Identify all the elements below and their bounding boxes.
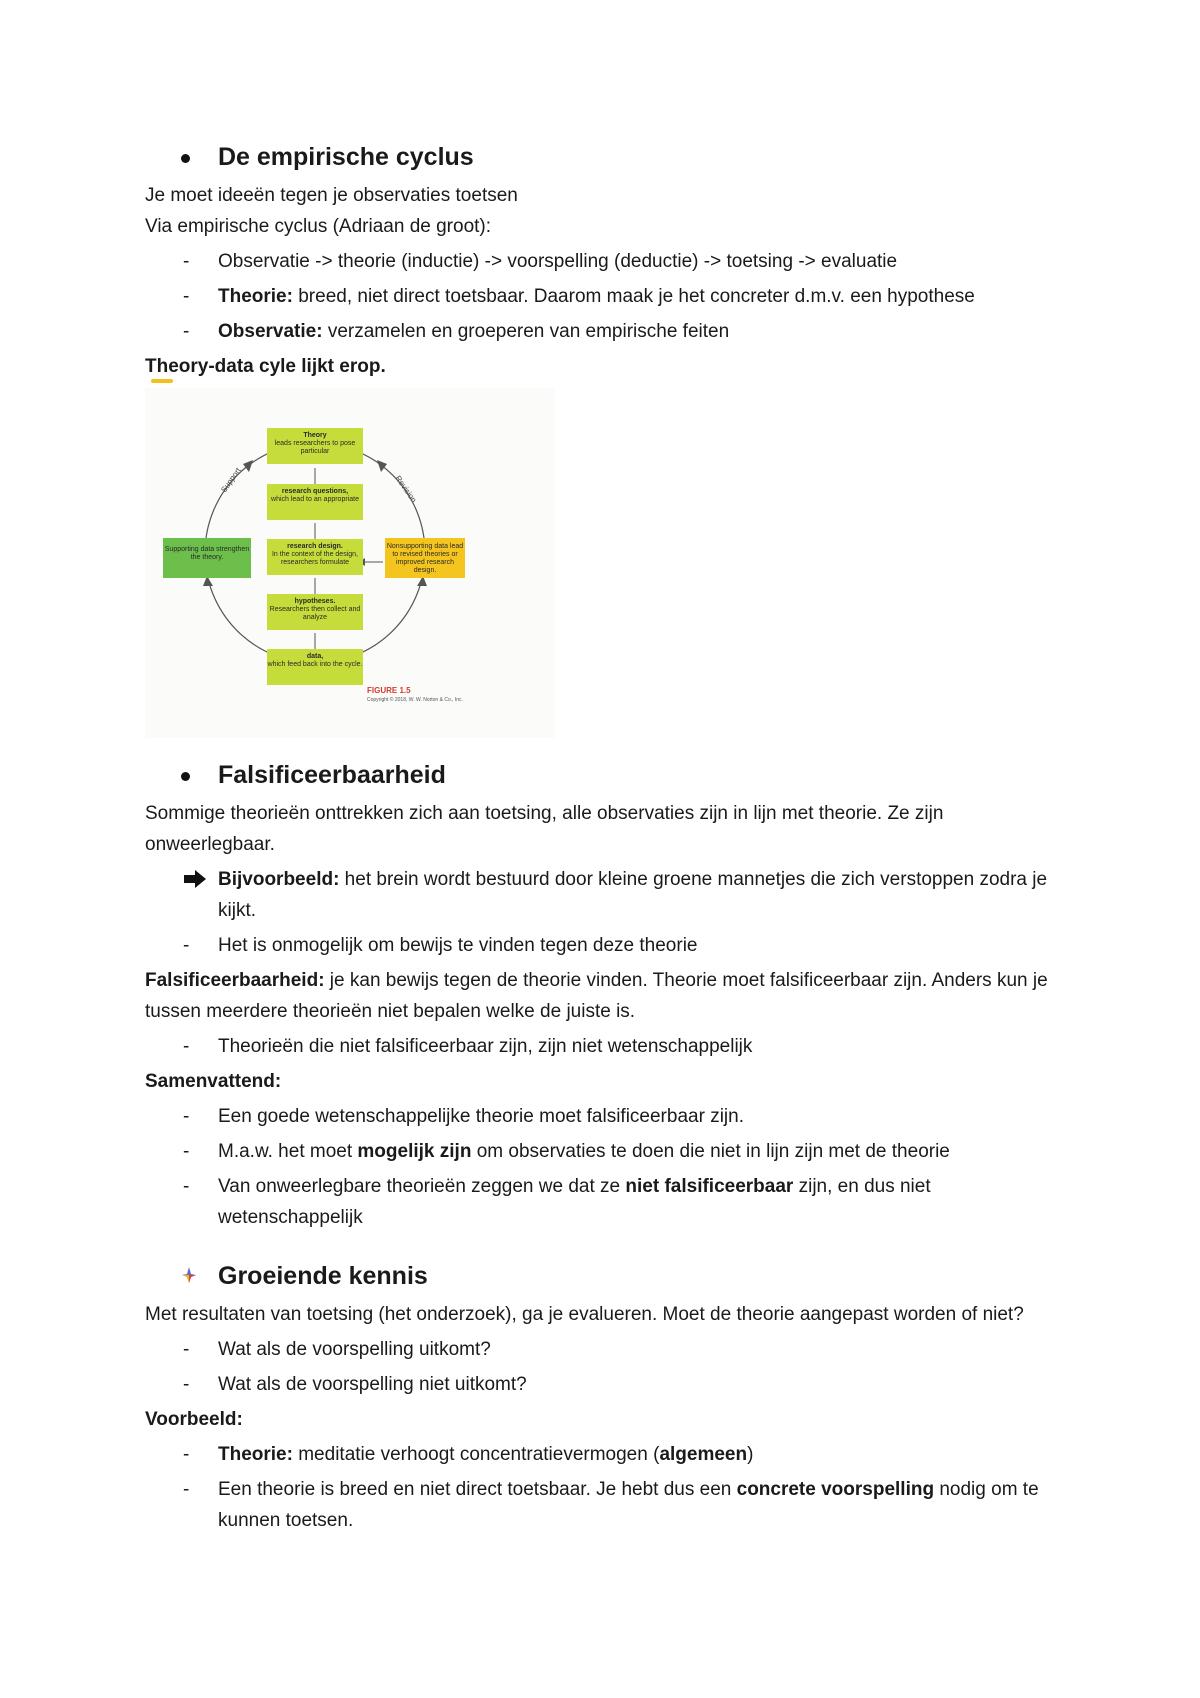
cycle-arrowhead — [377, 460, 387, 472]
paragraph: Via empirische cyclus (Adriaan de groot): — [145, 216, 492, 237]
box-data: data, which feed back into the cycle. — [267, 649, 363, 685]
heading-falsificeerbaarheid: Falsificeerbaarheid — [145, 758, 1075, 792]
star-bullet-icon — [182, 1267, 196, 1283]
heading-groeiende-kennis: Groeiende kennis — [145, 1259, 1075, 1293]
list-item: - M.a.w. het moet mogelijk zijn om observaties te doen die niet in lijn zijn met de theorie — [145, 1136, 1075, 1167]
revision-label: Revision — [393, 473, 419, 505]
list-item: - Een theorie is breed en niet direct toetsbaar. Je hebt dus een concrete voorspelling nodig om te kunnen toetsen. — [145, 1474, 1075, 1536]
figure-copyright: Copyright © 2018, W. W. Norton & Co., Inc. — [367, 697, 463, 703]
list-item-example: Bijvoorbeeld: het brein wordt bestuurd door kleine groene mannetjes die zich verstoppen zodra je kijkt. — [145, 864, 1075, 926]
cycle-arrowhead — [243, 460, 253, 472]
paragraph-summary-label: Samenvattend: — [145, 1071, 282, 1092]
box-research-questions: research questions, which lead to an appropriate — [267, 484, 363, 520]
document-content — [145, 140, 1075, 1540]
list-item: - Theorie: meditatie verhoogt concentratievermogen (algemeen) — [145, 1439, 1075, 1470]
dash-bullet: - — [183, 1141, 190, 1162]
list-item: - Van onweerlegbare theorieën zeggen we dat ze niet falsificeerbaar zijn, en dus niet wetenschappelijk — [145, 1171, 1075, 1233]
box-supporting-data: Supporting data strengthen the theory. — [163, 538, 251, 578]
dash-bullet: - — [183, 1339, 190, 1360]
box-research-design: research design. In the context of the design, researchers formulate — [267, 539, 363, 575]
list-item: - Theorie: breed, niet direct toetsbaar. Daarom maak je het concreter d.m.v. een hypothese — [145, 281, 1075, 312]
dash-bullet: - — [183, 1374, 190, 1395]
dash-bullet: - — [183, 935, 190, 956]
support-label: Support — [219, 466, 243, 495]
figure-caption: FIGURE 1.5 — [367, 686, 411, 695]
highlight-mark — [151, 379, 173, 383]
dash-bullet: - — [183, 1106, 190, 1127]
list-item: - Wat als de voorspelling niet uitkomt? — [145, 1369, 1075, 1400]
paragraph-definition: Falsificeerbaarheid: je kan bewijs tegen de theorie vinden. Theorie moet falsificeerbaar zijn. Anders kun je tussen meerdere theorieën niet bepalen welke de juiste is. — [145, 970, 1048, 1022]
bullet-dot-icon — [181, 772, 190, 781]
dash-bullet: - — [183, 286, 190, 307]
list-item: - Een goede wetenschappelijke theorie moet falsificeerbaar zijn. — [145, 1101, 1075, 1132]
box-nonsupporting-data: Nonsupporting data lead to revised theories or improved research design. — [385, 538, 465, 578]
paragraph: Sommige theorieën onttrekken zich aan toetsing, alle observaties zijn in lijn met theorie. Ze zijn onweerlegbaar. — [145, 803, 944, 855]
dash-bullet: - — [183, 1176, 190, 1197]
box-theory: Theory leads researchers to pose particular — [267, 428, 363, 464]
paragraph: Je moet ideeën tegen je observaties toetsen — [145, 185, 518, 206]
dash-bullet: - — [183, 1479, 190, 1500]
dash-bullet: - — [183, 1036, 190, 1057]
heading-empirische-cyclus: De empirische cyclus — [145, 140, 1075, 174]
list-item: - Theorieën die niet falsificeerbaar zijn, zijn niet wetenschappelijk — [145, 1031, 1075, 1062]
paragraph-theory-data: Theory-data cyle lijkt erop. — [145, 351, 1075, 382]
list-item: - Observatie -> theorie (inductie) -> voorspelling (deductie) -> toetsing -> evaluatie — [145, 246, 1075, 277]
list-item: - Wat als de voorspelling uitkomt? — [145, 1334, 1075, 1365]
box-hypotheses: hypotheses. Researchers then collect and analyze — [267, 594, 363, 630]
arrow-right-icon — [183, 870, 207, 888]
paragraph-example-label: Voorbeeld: — [145, 1409, 243, 1430]
bullet-dot-icon — [181, 154, 190, 163]
theory-data-cycle-figure — [145, 388, 555, 738]
dash-bullet: - — [183, 1444, 190, 1465]
list-item: - Observatie: verzamelen en groeperen van empirische feiten — [145, 316, 1075, 347]
dash-bullet: - — [183, 251, 190, 272]
dash-bullet: - — [183, 321, 190, 342]
paragraph: Met resultaten van toetsing (het onderzoek), ga je evalueren. Moet de theorie aangepast worden of niet? — [145, 1304, 1024, 1325]
list-item: - Het is onmogelijk om bewijs te vinden tegen deze theorie — [145, 930, 1075, 961]
